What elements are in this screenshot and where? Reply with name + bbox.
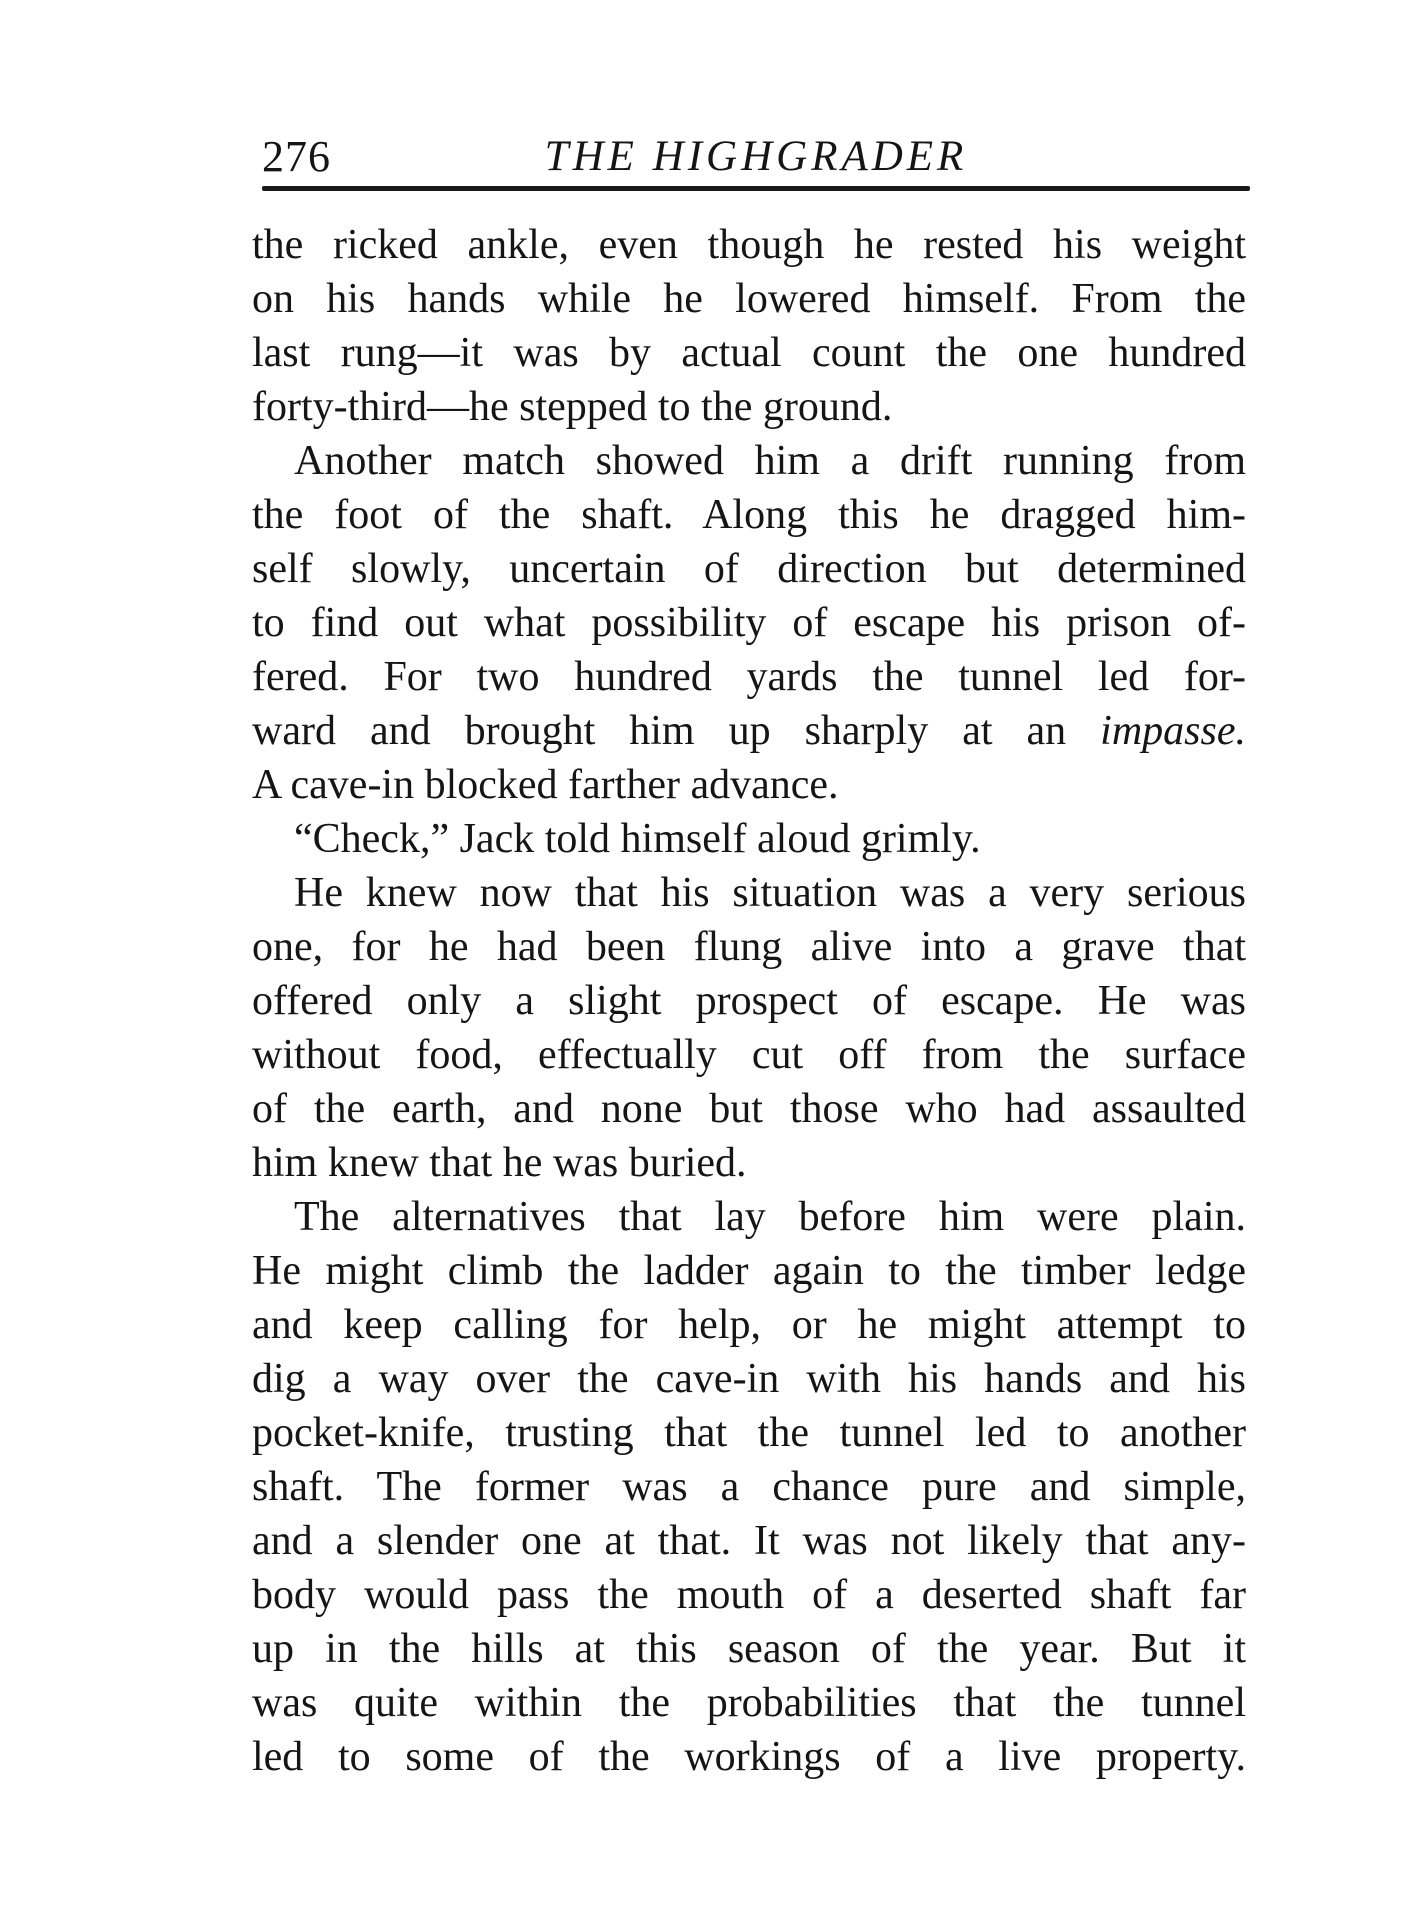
text-line: one, for he had been flung alive into a grave that — [252, 924, 1246, 970]
text-line: dig a way over the cave-in with his hands and his — [252, 1356, 1246, 1402]
text-line: on his hands while he lowered himself. From the — [252, 276, 1246, 322]
header-rule — [262, 186, 1250, 191]
text-line: and keep calling for help, or he might attempt to — [252, 1302, 1246, 1348]
text-line: of the earth, and none but those who had assaulted — [252, 1086, 1246, 1132]
text-line: pocket-knife, trusting that the tunnel led to another — [252, 1410, 1246, 1456]
text-line: was quite within the probabilities that the tunnel — [252, 1680, 1246, 1726]
text-line: Another match showed him a drift running from — [294, 438, 1246, 484]
book-title: THE HIGHGRADER — [544, 133, 968, 180]
text-line: shaft. The former was a chance pure and simple, — [252, 1464, 1246, 1510]
text-line: him knew that he was buried. — [252, 1140, 747, 1186]
text-line: self slowly, uncertain of direction but determined — [252, 546, 1246, 592]
text-line: forty-third—he stepped to the ground. — [252, 384, 893, 430]
text-line: up in the hills at this season of the year. But it — [252, 1626, 1246, 1672]
text-line: to find out what possibility of escape his prison of- — [252, 600, 1246, 646]
running-head — [262, 128, 1250, 186]
text-line: body would pass the mouth of a deserted shaft far — [252, 1572, 1246, 1618]
text-line: without food, effectually cut off from the surface — [252, 1032, 1246, 1078]
text-line: the foot of the shaft. Along this he dragged him- — [252, 492, 1246, 538]
text-line: led to some of the workings of a live property. — [252, 1734, 1246, 1780]
text-line: and a slender one at that. It was not likely that any- — [252, 1518, 1246, 1564]
text-line: last rung—it was by actual count the one hundred — [252, 330, 1246, 376]
text-line: fered. For two hundred yards the tunnel led for- — [252, 654, 1246, 700]
text-line: the ricked ankle, even though he rested his weight — [252, 222, 1246, 268]
text-line: “Check,” Jack told himself aloud grimly. — [294, 816, 981, 862]
text-line-roman: ward and brought him up sharply at an — [252, 708, 1067, 754]
text-line: offered only a slight prospect of escape. He was — [252, 978, 1246, 1024]
page-number: 276 — [262, 132, 331, 181]
text-line: A cave-in blocked farther advance. — [252, 762, 839, 808]
text-line: He might climb the ladder again to the timber ledge — [252, 1248, 1246, 1294]
text-line: The alternatives that lay before him were plain. — [294, 1194, 1246, 1240]
text-line — [252, 704, 1246, 758]
italic-word: impasse. — [1100, 708, 1247, 754]
text-line: He knew now that his situation was a very serious — [294, 870, 1246, 916]
body-text — [252, 218, 1246, 1784]
